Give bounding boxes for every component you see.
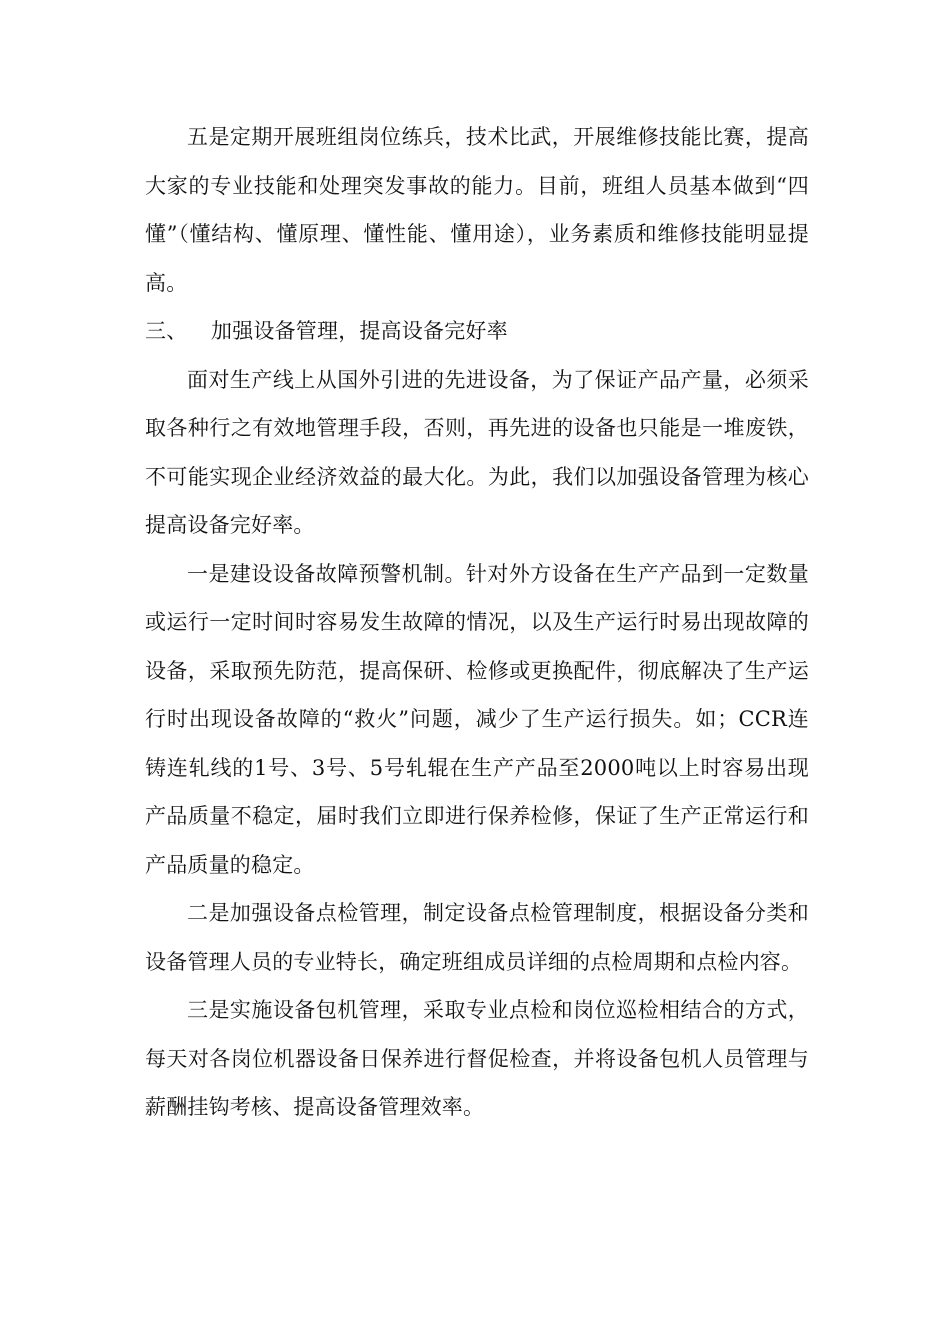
item-one: 一是建设设备故障预警机制。针对外方设备在生产产品到一定数量或运行一定时间时容易发生故障的情况，以及生产运行时易出现故障的设备，采取预先防范，提高保研、检修或更换配件，彻底解决了生产运行时出现设备故障的“救火”问题，减少了生产运行损失。如；CCR连铸连轧线的1号、3号、5号轧辊在生产产品至2000吨以上时容易出现产品质量不稳定，届时我们立即进行保养检修，保证了生产正常运行和产品质量的稳定。 bbox=[145, 561, 809, 877]
section-title: 加强设备管理，提高设备完好率 bbox=[211, 319, 508, 343]
item-two: 二是加强设备点检管理，制定设备点检管理制度，根据设备分类和设备管理人员的专业特长，确定班组成员详细的点检周期和点检内容。 bbox=[145, 901, 809, 974]
section-intro: 面对生产线上从国外引进的先进设备，为了保证产品产量，必须采取各种行之有效地管理手段，否则，再先进的设备也只能是一堆废铁，不可能实现企业经济效益的最大化。为此，我们以加强设备管理为核心提高设备完好率。 bbox=[145, 367, 809, 537]
paragraph-five: 五是定期开展班组岗位练兵，技术比武，开展维修技能比赛，提高大家的专业技能和处理突发事故的能力。目前，班组人员基本做到“四懂”（懂结构、懂原理、懂性能、懂用途），业务素质和维修技能明显提高。 bbox=[145, 125, 809, 295]
section-number: 三、 bbox=[145, 319, 188, 343]
section-heading bbox=[145, 307, 809, 356]
document-body bbox=[145, 113, 809, 1132]
item-three: 三是实施设备包机管理，采取专业点检和岗位巡检相结合的方式，每天对各岗位机器设备日保养进行督促检查，并将设备包机人员管理与薪酬挂钩考核、提高设备管理效率。 bbox=[145, 998, 809, 1119]
